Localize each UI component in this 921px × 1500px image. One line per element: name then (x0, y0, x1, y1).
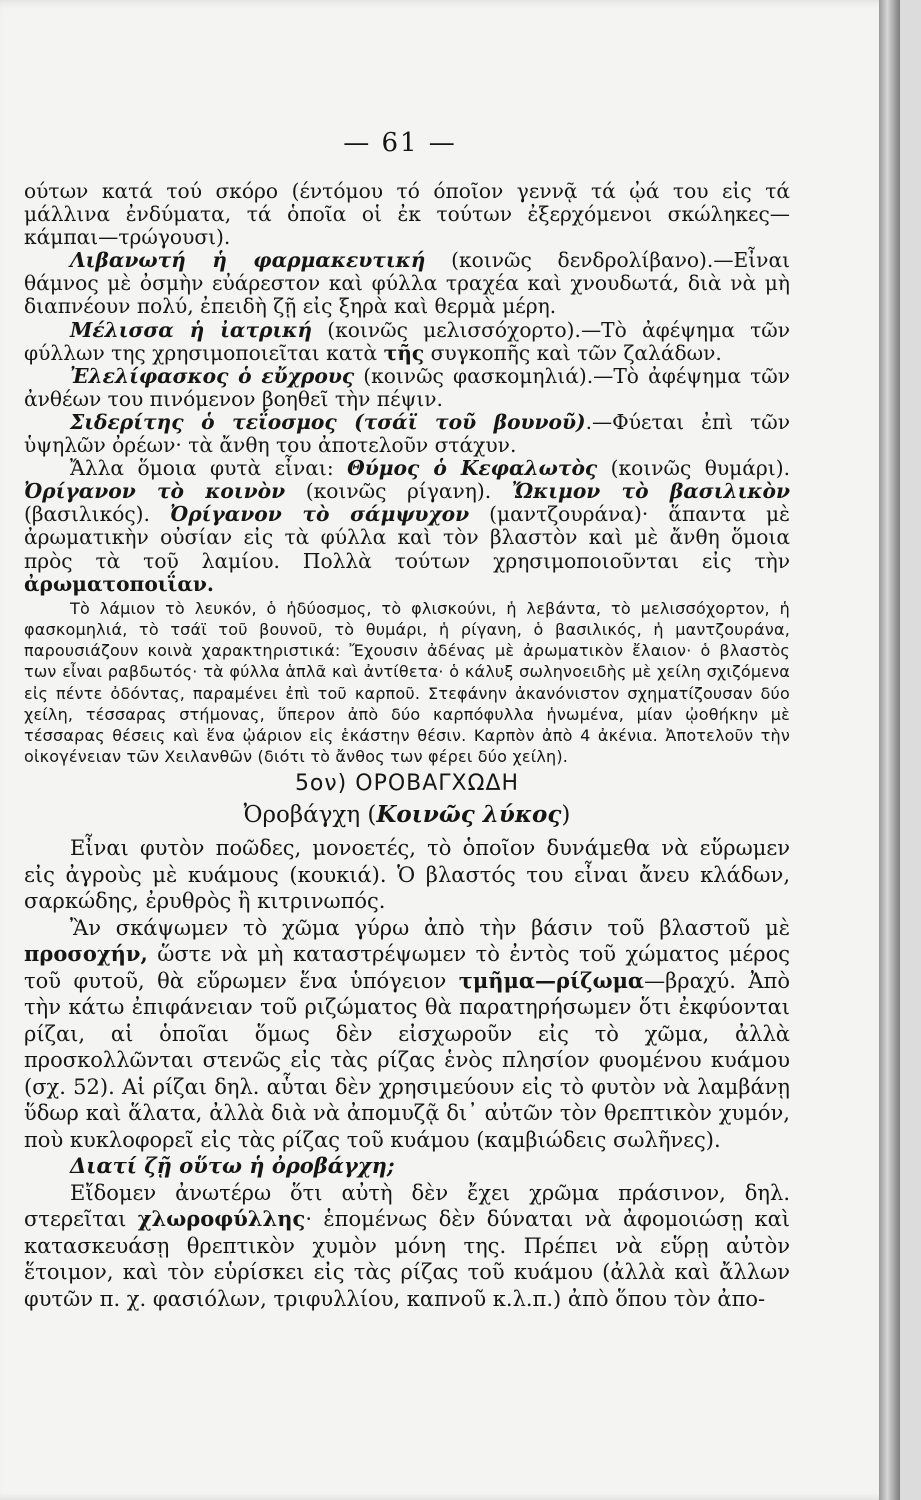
emphasized-text: Ὤκιμον τὸ βασιλικὸν (511, 479, 790, 504)
emphasized-text: Σιδερίτης ὁ τεΐοσμος (τσάϊ τοῦ βουνοῦ) (70, 409, 586, 434)
section-heading: 5ον) ΟΡΟΒΑΓΧΩΔΗ (294, 771, 520, 797)
small-paragraph: Τὸ λάμιον τὸ λευκόν, ὁ ἡδύοσμος, τὸ φλισκούνι, ἡ λεβάντα, τὸ μελισσόχορτον, ἡ φασκομηλιά, τὸ τσάϊ τοῦ βουνοῦ, τὸ θυμάρι, ἡ ρίγανη, ὁ βασιλικός, ἡ μαντζουράνα, παρουσιάζουν κοινὰ χαρακτηριστικά: Ἔχουσιν ἀδένας μὲ ἀρωματικὸν ἔλαιον· ὁ βλαστὸς των εἶναι ραβδωτός· τὰ φύλλα ἁπλᾶ καὶ ἀντίθετα· ὁ κάλυξ σωληνοειδὴς μὲ χείλη σχιζόμενα εἰς πέντε ὀδόντας, παραμένει ἐπὶ τοῦ καρποῦ. Στεφάνην ἀκανόνιστον σχηματίζουσαν δύο χείλη, τέσσαρας στήμονας, ὕπερον ἀπὸ δύο καρπόφυλλα ἡνωμένα, μίαν ᾠοθήκην μὲ τέσσαρας θέσεις καὶ ἕνα ᾠάριον εἰς ἑκάστην θέσιν. Καρπὸν ἀπὸ 4 ἀκένια. Ἀποτελοῦν τὴν οἰκογένειαν τῶν Χειλανθῶν (διότι τὸ ἄνθος των φέρει δύο χείλη). (24, 598, 790, 767)
text-run: (κοινῶς ρίγανη). (285, 479, 512, 504)
emphasized-text: Διατί ζῇ οὕτω ἡ ὀροβάγχη; (70, 1153, 395, 1179)
emphasized-text: τμῆμα—ρίζωμα (458, 967, 645, 993)
text-run: Ἄλλα ὅμοια φυτὰ εἶναι: (70, 456, 348, 481)
text-block-2 (24, 835, 790, 1312)
page-body (24, 180, 790, 1312)
emphasized-text: Ἐλελίφασκος ὁ εὔχρους (70, 363, 355, 388)
paragraph (24, 457, 790, 596)
text-run: (μαντζουράνα)· ἅπαντα μὲ ἀρωματικὴν οὐσίαν εἰς τὰ φύλλα καὶ τὸν βλαστὸν καὶ μὲ ἄνθη ὅμοια πρὸς τὰ τοῦ λαμίου. Πολλὰ τούτων χρησιμοποιοῦνται εἰς τὴν (24, 502, 790, 573)
paragraph (24, 411, 790, 457)
section-title-end: ) (561, 802, 571, 829)
emphasized-text: Ὀρίγανον τὸ σάμψυχον (170, 502, 470, 527)
book-spine (879, 0, 900, 1500)
small-print-block (24, 598, 790, 768)
text-run: (βασιλικός). (24, 502, 171, 527)
text-run: (κοινῶς θυμάρι). (597, 456, 790, 481)
emphasized-text: τῆς (383, 340, 425, 365)
emphasized-text: χλωροφύλλης (137, 1206, 306, 1232)
text-run: Εἶναι φυτὸν ποῶδες, μονοετές, τὸ ὁποῖον δυνάμεθα νὰ εὕρωμεν εἰς ἀγροὺς μὲ κυάμους (κουκιά). Ὁ βλαστός του εἶναι ἄνευ κλάδων, σαρκώδης, ἐρυθρὸς ἢ κιτρινωπός. (24, 836, 790, 914)
section-title (24, 799, 790, 831)
emphasized-text: προσοχήν, (24, 941, 148, 967)
paragraph (24, 319, 790, 365)
paragraph (24, 249, 790, 318)
paragraph (24, 915, 790, 1154)
emphasized-text: Ὀρίγανον τὸ κοινὸν (24, 479, 286, 504)
text-run: .—Φύεται ἐπὶ τῶν ὑψηλῶν ὀρέων· τὰ ἄνθη του ἀποτελοῦν στάχυν. (24, 409, 790, 458)
section-title-italic: Κοινῶς λύκος (376, 801, 562, 829)
text-block-1 (24, 180, 790, 596)
text-run: ὥστε νὰ μὴ καταστρέψωμεν τὸ ἐντὸς τοῦ χώματος μέρος τοῦ φυτοῦ, θὰ εὕρωμεν ἕνα ὑπόγειον (24, 942, 790, 993)
text-run: (κοινῶς δενδρολίβανο).—Εἶναι θάμνος μὲ ὀσμὴν εὐάρεστον καὶ φύλλα τραχέα καὶ χνουδωτά, διὰ νὰ μὴ διαπνέουν πολύ, ἐπειδὴ ζῇ εἰς ξηρὰ καὶ θερμὰ μέρη. (24, 248, 790, 319)
text-run: · ἑπομένως δὲν δύναται νὰ ἀφομοιώσῃ καὶ κατασκευάσῃ θρεπτικὸν χυμὸν μόνη της. Πρέπει νὰ εὕρῃ αὐτὸν ἕτοιμον, καὶ τὸν εὑρίσκει εἰς τὰς ρίζας τοῦ κυάμου (ἀλλὰ καὶ ἄλλων φυτῶν π. χ. φασιόλων, τριφυλλίου, καπνοῦ κ.λ.π.) ἀπὸ ὅπου τὸν ἀπο- (24, 1207, 790, 1311)
paragraph (24, 1180, 790, 1313)
text-run: Ἂν σκάψωμεν τὸ χῶμα γύρω ἀπὸ τὴν βάσιν τοῦ βλαστοῦ μὲ (70, 915, 790, 940)
page-number: — 61 — (343, 128, 457, 158)
paragraph (24, 365, 790, 411)
emphasized-text: Λιβανωτή ἡ φαρμακευτική (70, 248, 426, 273)
text-run: Εἴδομεν ἀνωτέρω ὅτι αὐτὴ δὲν ἔχει χρῶμα πράσινον, δηλ. στερεῖται (24, 1180, 790, 1232)
emphasized-text: Μέλισσα ἡ ἰατρική (70, 317, 313, 342)
emphasized-text: ἀρωματοποιΐαν. (24, 571, 214, 596)
paragraph (24, 180, 790, 249)
text-run: ούτων κατά τού σκόρο (έντόμου τό όποῖον γεννᾷ τά ᾠά του εἰς τά μάλλινα ἐνδύματα, τά ὁποῖα οἱ ἐκ τούτων ἐξερχόμενοι σκώληκες—κάμπαι—τρώγουσι). (24, 179, 790, 250)
paragraph (24, 835, 790, 915)
text-run: (κοινῶς μελισσόχορτο).—Τὸ ἀφέψημα τῶν φύλλων της χρησιμοποιεῖται κατὰ (24, 317, 790, 365)
section-title-main: Ὀροβάγχη ( (243, 802, 377, 829)
paragraph (24, 1153, 790, 1180)
text-run: (κοινῶς φασκομηλιά).—Τὸ ἀφέψημα τῶν ἀνθέων του πινόμενον βοηθεῖ τὴν πέψιν. (24, 363, 790, 411)
text-run: —βραχύ. Ἀπὸ τὴν κάτω ἐπιφάνειαν τοῦ ριζώματος θὰ παρατηρήσωμεν ὅτι ἐκφύονται ρίζαι, αἱ ὁποῖαι ὅμως δὲν εἰσχωροῦν εἰς τὸ χῶμα, ἀλλὰ προσκολλῶνται στενῶς εἰς τὰς ρίζας ἑνὸς πλησίον φυομένου κυάμου (σχ. 52). Αἱ ρίζαι δηλ. αὗται δὲν χρησιμεύουν εἰς τὸ φυτὸν νὰ λαμβάνῃ ὕδωρ καὶ ἅλατα, ἀλλὰ διὰ νὰ ἀπομυζᾷ δι᾽ αὐτῶν τὸν θρεπτικὸν χυμόν, ποὺ κυκλοφορεῖ εἰς τὰς ρίζας τοῦ κυάμου (καμβιώδεις σωλῆνες). (24, 968, 790, 1152)
emphasized-text: Θύμος ὁ Κεφαλωτὸς (347, 456, 598, 481)
text-run: συγκοπῆς καὶ τῶν ζαλάδων. (424, 340, 722, 365)
